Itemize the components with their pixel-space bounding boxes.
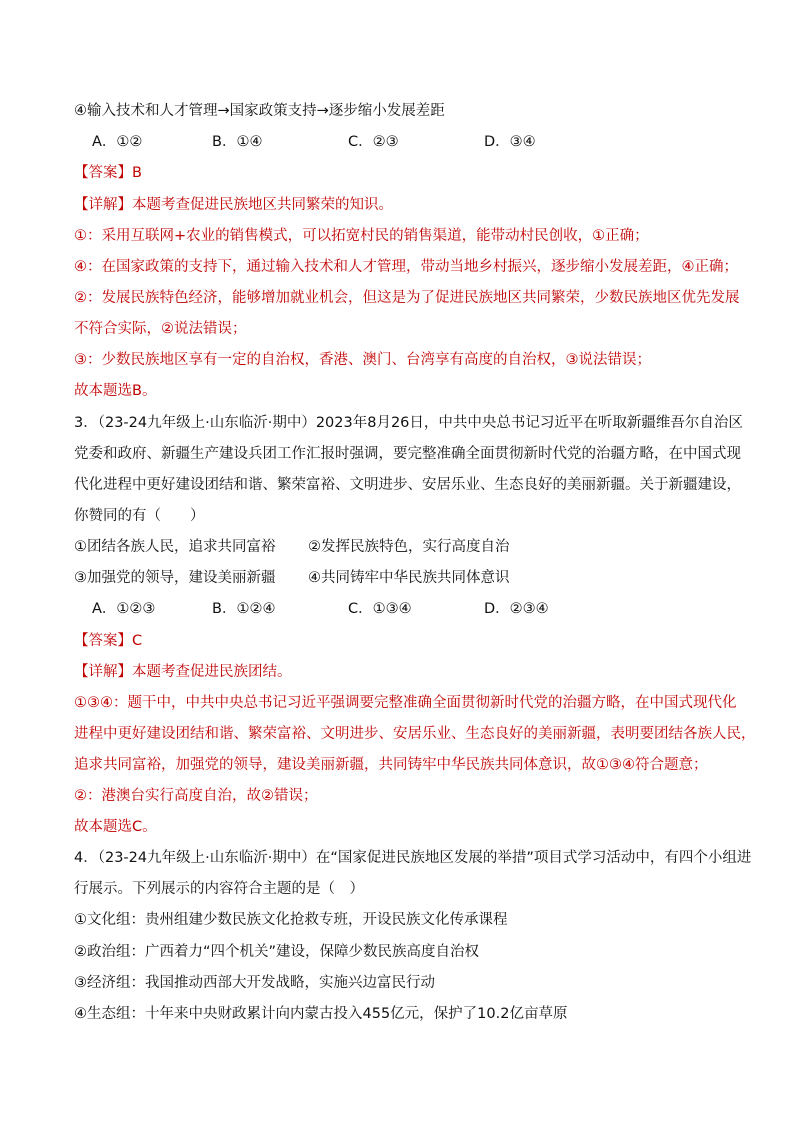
q3-item-2: ②发挥民族特色，实行高度自治 — [308, 539, 510, 555]
q2-explanation-4: ③：少数民族地区享有一定的自治权，香港、澳门、台湾享有高度的自治权，③说法错误； — [74, 352, 651, 368]
q3-explanation-1b: 进程中更好建设团结和谐、繁荣富裕、文明进步、安居乐业、生态良好的美丽新疆，表明要团结各族人民， — [74, 726, 756, 742]
q4-item-2: ②政治组：广西着力“四个机关”建设，保障少数民族高度自治权 — [74, 944, 480, 960]
q3-explanation-1c: 追求共同富裕，加强党的领导，建设美丽新疆，共同铸牢中华民族共同体意识，故①③④符合题意； — [74, 757, 708, 773]
q3-option-d: D．②③④ — [484, 601, 549, 617]
q3-conclusion: 故本题选C。 — [74, 819, 157, 835]
q2-option-c: C．②③ — [348, 134, 399, 150]
q3-option-c: C．①③④ — [348, 601, 412, 617]
q2-detail: 【详解】本题考查促进民族地区共同繁荣的知识。 — [74, 197, 393, 213]
q2-explanation-3b: 不符合实际，②说法错误； — [74, 321, 247, 337]
q3-stem-line-4: 你赞同的有（ ） — [74, 508, 205, 524]
q3-stem-line-3: 代化进程中更好建设团结和谐、繁荣富裕、文明进步、安居乐业、生态良好的美丽新疆。关于新疆建设， — [74, 477, 741, 493]
q3-item-4: ④共同铸牢中华民族共同体意识 — [308, 570, 510, 586]
q3-stem-line-1: 3．（23-24九年级上·山东临沂·期中）2023年8月26日，中共中央总书记习近平在听取新疆维吾尔自治区 — [74, 415, 743, 431]
q3-option-a: A．①②③ — [92, 601, 156, 617]
q4-item-4: ④生态组：十年来中央财政累计向内蒙古投入455亿元，保护了10.2亿亩草原 — [74, 1006, 568, 1022]
q3-stem-line-2: 党委和政府、新疆生产建设兵团工作汇报时强调，要完整准确全面贯彻新时代党的治疆方略，在中国式现 — [74, 446, 741, 462]
q3-item-3: ③加强党的领导，建设美丽新疆 — [74, 570, 276, 586]
q2-explanation-2: ④：在国家政策的支持下，通过输入技术和人才管理，带动当地乡村振兴，逐步缩小发展差距，④正确； — [74, 259, 738, 275]
q2-explanation-3a: ②：发展民族特色经济，能够增加就业机会，但这是为了促进民族地区共同繁荣，少数民族地区优先发展 — [74, 290, 740, 306]
q3-item-1: ①团结各族人民，追求共同富裕 — [74, 539, 276, 555]
q2-conclusion: 故本题选B。 — [74, 383, 157, 399]
q3-answer: 【答案】C — [74, 633, 143, 649]
q4-item-1: ①文化组：贵州组建少数民族文化抢救专班，开设民族文化传承课程 — [74, 912, 508, 928]
q2-answer: 【答案】B — [74, 165, 142, 181]
q4-stem-line-1: 4．（23-24九年级上·山东临沂·期中）在“国家促进民族地区发展的举措”项目式学习活动中，有四个小组进 — [74, 850, 752, 866]
q2-item-4: ④输入技术和人才管理→国家政策支持→逐步缩小发展差距 — [74, 103, 445, 119]
q2-option-b: B．①④ — [212, 134, 263, 150]
q2-explanation-1: ①：采用互联网+农业的销售模式，可以拓宽村民的销售渠道，能带动村民创收，①正确； — [74, 228, 649, 244]
q3-explanation-1a: ①③④：题干中，中共中央总书记习近平强调要完整准确全面贯彻新时代党的治疆方略，在中国式现代化 — [74, 695, 737, 711]
q2-option-a: A．①② — [92, 134, 143, 150]
q4-stem-line-2: 行展示。下列展示的内容符合主题的是（ ） — [74, 881, 364, 897]
q3-detail: 【详解】本题考查促进民族团结。 — [74, 664, 292, 680]
q2-option-d: D．③④ — [484, 134, 536, 150]
q3-option-b: B．①②④ — [212, 601, 276, 617]
q4-item-3: ③经济组：我国推动西部大开发战略，实施兴边富民行动 — [74, 975, 435, 991]
q3-explanation-2: ②：港澳台实行高度自治，故②错误； — [74, 788, 318, 804]
